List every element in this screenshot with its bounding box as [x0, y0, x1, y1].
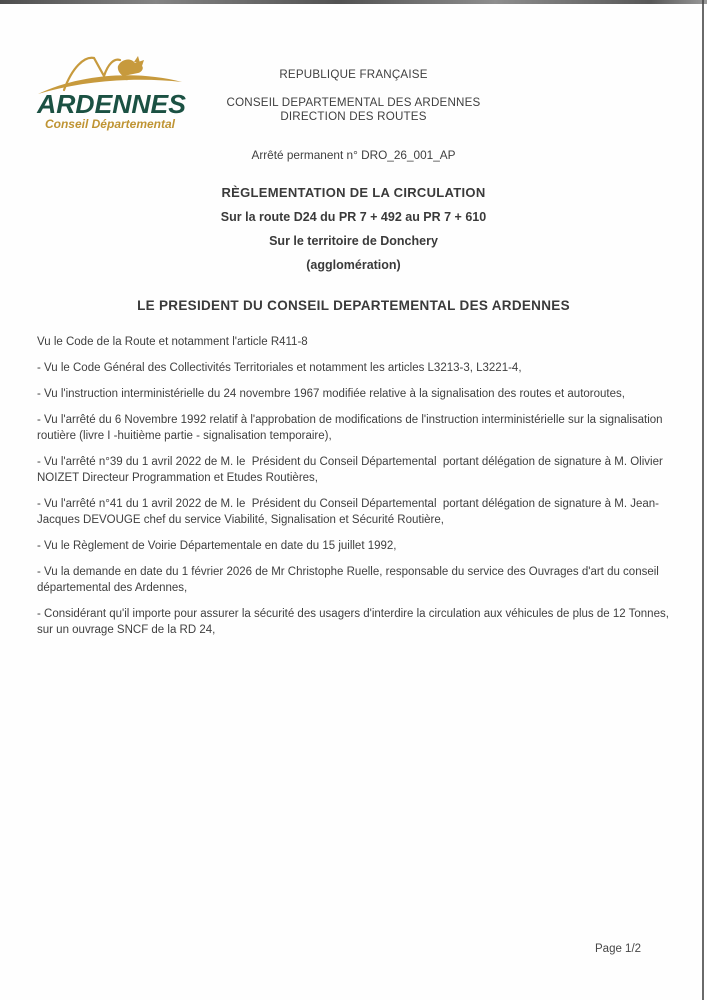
body-paragraphs	[37, 334, 685, 648]
scan-artifact-top-edge	[0, 0, 707, 4]
title-territory: Sur le territoire de Donchery	[269, 234, 438, 248]
body-paragraph: - Considérant qu'il importe pour assurer la sécurité des usagers d'interdire la circulation aux véhicules de plus de 12 Tonnes, sur un ouvrage SNCF de la RD 24,	[37, 608, 673, 636]
title-agglomeration: (agglomération)	[306, 258, 401, 272]
logo-subtitle: Conseil Départemental	[44, 117, 176, 131]
direction-line: DIRECTION DES ROUTES	[280, 110, 427, 123]
decree-reference: Arrêté permanent n° DRO_26_001_AP	[251, 148, 456, 162]
body-paragraph: - Vu l'arrêté n°39 du 1 avril 2022 de M. le Président du Conseil Départemental portant délégation de signature à M. Olivier NOIZET Directeur Programmation et Etudes Routières,	[37, 456, 666, 484]
body-paragraph: Vu le Code de la Route et notamment l'article R411-8	[37, 336, 308, 348]
body-paragraph: - Vu la demande en date du 1 février 2026 de Mr Christophe Ruelle, responsable du service des Ouvrages d'art du conseil départemental des Ardennes,	[37, 566, 663, 594]
title-regulation: RÈGLEMENTATION DE LA CIRCULATION	[221, 185, 486, 200]
body-paragraph: - Vu l'arrêté n°41 du 1 avril 2022 de M. le Président du Conseil Départemental portant délégation de signature à M. Jean-Jacques DEVOUGE chef du service Viabilité, Signalisation et Sécurité Routière,	[37, 498, 659, 526]
body-paragraph: - Vu le Code Général des Collectivités Territoriales et notamment les articles L3213-3, L3221-4,	[37, 362, 522, 374]
page-number: Page 1/2	[595, 943, 642, 955]
president-heading: LE PRESIDENT DU CONSEIL DEPARTEMENTAL DES ARDENNES	[137, 298, 570, 313]
logo-wordmark: ARDENNES	[37, 89, 186, 119]
body-paragraph: - Vu l'arrêté du 6 Novembre 1992 relatif à l'approbation de modifications de l'instruction interministérielle sur la signalisation routière (livre I -huitième partie - signalisation temporaire),	[37, 414, 666, 442]
body-paragraph: - Vu le Règlement de Voirie Départementale en date du 15 juillet 1992,	[37, 540, 397, 552]
council-line: CONSEIL DEPARTEMENTAL DES ARDENNES	[226, 96, 481, 109]
title-route: Sur la route D24 du PR 7 + 492 au PR 7 + 610	[220, 210, 487, 224]
republic-line: REPUBLIQUE FRANÇAISE	[279, 68, 428, 81]
body-paragraph: - Vu l'instruction interministérielle du 24 novembre 1967 modifiée relative à la signalisation des routes et autoroutes,	[37, 388, 625, 400]
